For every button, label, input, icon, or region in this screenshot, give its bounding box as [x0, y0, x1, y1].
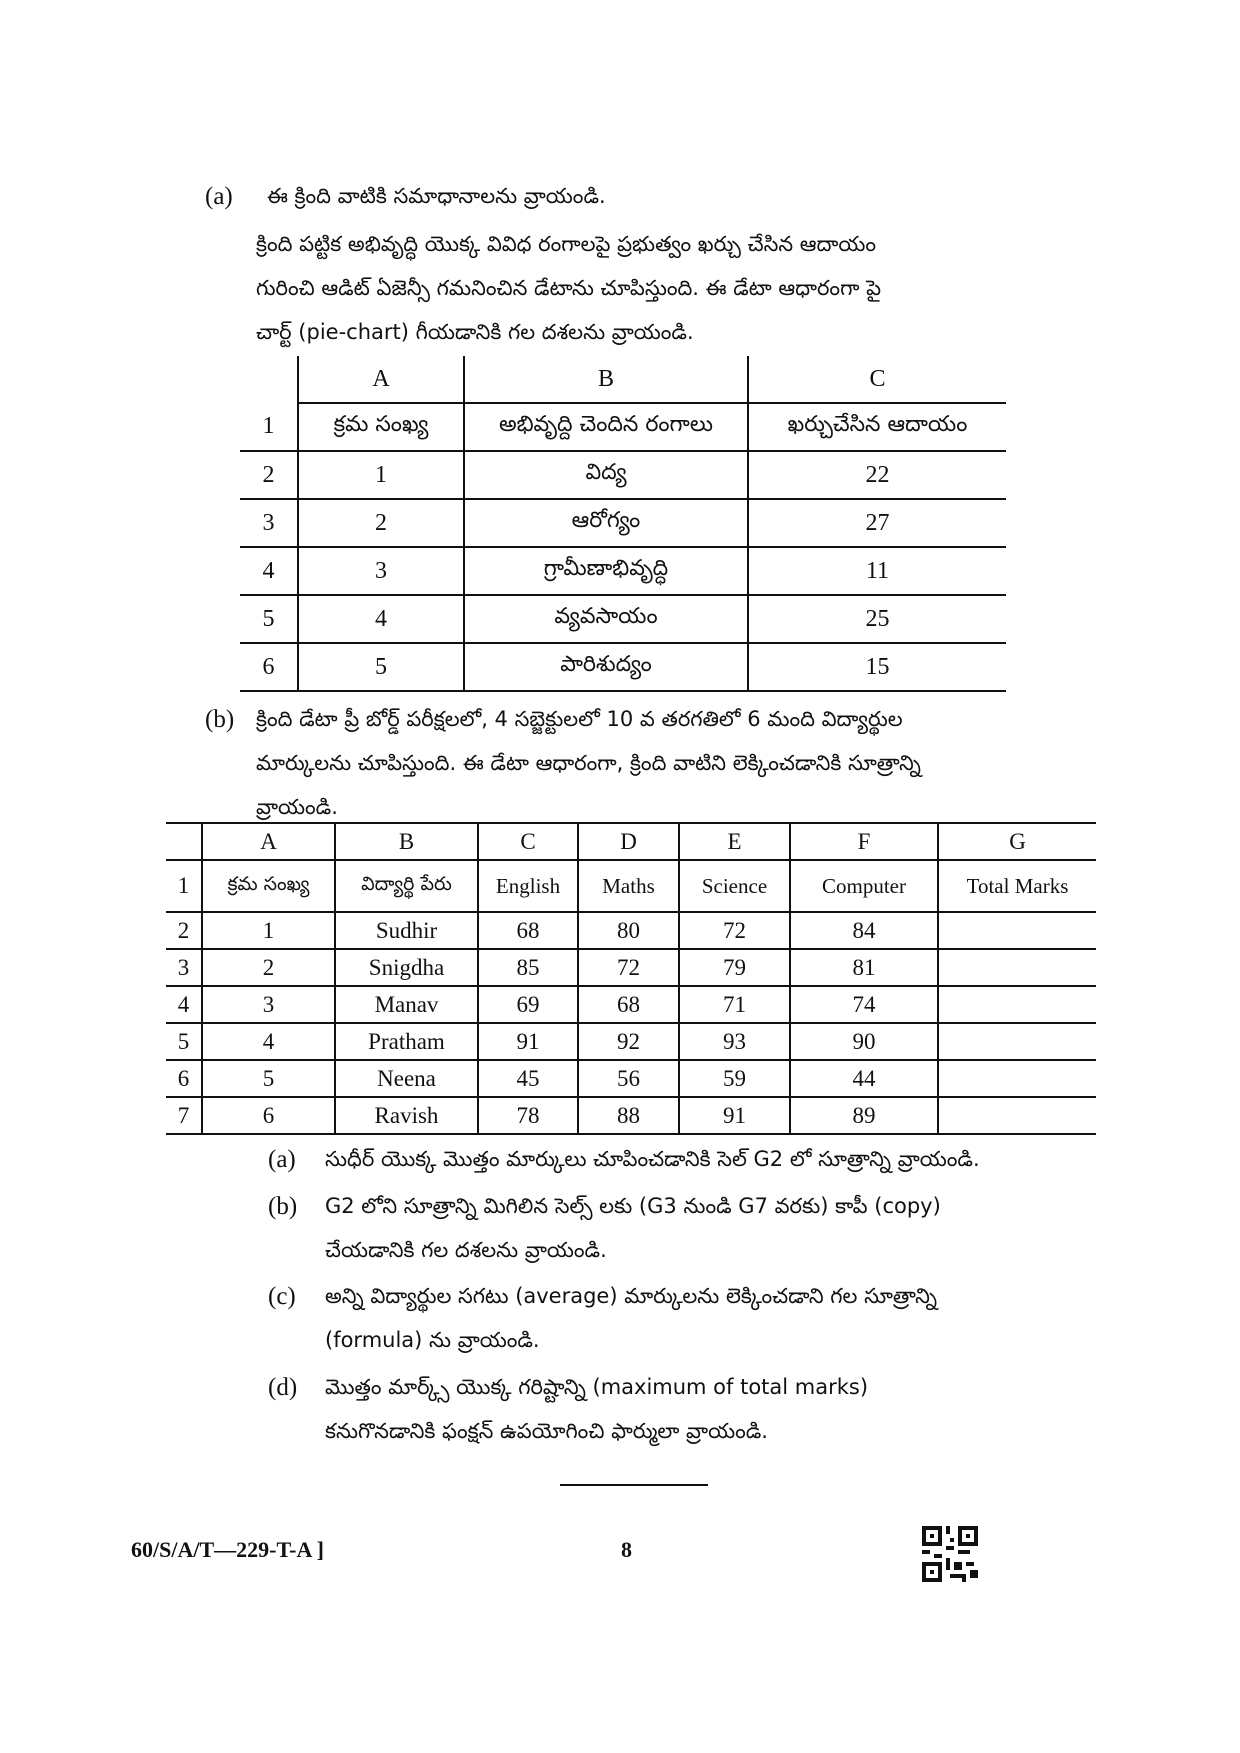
sector-cell: విద్య: [464, 451, 748, 499]
english-cell: 91: [478, 1023, 578, 1060]
row-number: 4: [166, 986, 202, 1023]
serial-cell: 1: [298, 451, 464, 499]
marks-table: [166, 822, 1096, 1135]
table-row: [166, 1097, 1096, 1134]
english-cell: 78: [478, 1097, 578, 1134]
subquestion-a-marker: (a): [268, 1146, 296, 1173]
header-cell: Science: [679, 860, 790, 912]
table-row: [166, 1060, 1096, 1097]
section-b-marker: (b): [205, 706, 235, 733]
total-marks-cell: [938, 912, 1096, 949]
science-cell: 59: [679, 1060, 790, 1097]
maths-cell: 68: [578, 986, 679, 1023]
serial-cell: 2: [298, 499, 464, 547]
serial-cell: 6: [202, 1097, 335, 1134]
section-a-paragraph: [256, 222, 881, 354]
serial-cell: 3: [202, 986, 335, 1023]
column-letter: B: [335, 823, 478, 860]
footer-code: 60/S/A/T—229-T-A ]: [131, 1537, 324, 1562]
column-letter: D: [578, 823, 679, 860]
row-number: 6: [240, 643, 298, 691]
paragraph-line: క్రింది డేటా ప్రీ బోర్డ్ పరీక్షలలో, 4 సబ్జెక్టులలో 10 వ తరగతిలో 6 మంది విద్యార్థుల: [256, 707, 903, 731]
column-letter: B: [464, 356, 748, 403]
page-number: 8: [621, 1537, 632, 1562]
row-number: 6: [166, 1060, 202, 1097]
computer-cell: 81: [790, 949, 938, 986]
section-b-paragraph: [256, 697, 921, 829]
english-cell: 69: [478, 986, 578, 1023]
english-cell: 68: [478, 912, 578, 949]
row-number: 2: [240, 451, 298, 499]
english-cell: 45: [478, 1060, 578, 1097]
header-cell: క్రమ సంఖ్య: [298, 403, 464, 451]
paragraph-line: గురించి ఆడిట్ ఏజెన్సీ గమనించిన డేటాను చూపిస్తుంది. ఈ డేటా ఆధారంగా పై: [256, 276, 882, 300]
computer-cell: 89: [790, 1097, 938, 1134]
header-cell: English: [478, 860, 578, 912]
subquestion-c-marker: (c): [268, 1283, 296, 1310]
subquestion-line: అన్ని విద్యార్థుల సగటు (average) మార్కులను లెక్కించడాని గల సూత్రాన్ని: [325, 1284, 938, 1308]
paragraph-line: మార్కులను చూపిస్తుంది. ఈ డేటా ఆధారంగా, క్రింది వాటిని లెక్కించడానికి సూత్రాన్ని: [256, 751, 921, 775]
header-row: [166, 860, 1096, 912]
maths-cell: 88: [578, 1097, 679, 1134]
table-row: [166, 986, 1096, 1023]
subquestion-line: చేయడానికి గల దశలను వ్రాయండి.: [325, 1238, 607, 1262]
serial-cell: 4: [298, 595, 464, 643]
subquestion-line: G2 లోని సూత్రాన్ని మిగిలిన సెల్స్ లకు (G3 నుండి G7 వరకు) కాపీ (copy): [325, 1194, 941, 1218]
row-number: 5: [166, 1023, 202, 1060]
row-number: 4: [240, 547, 298, 595]
computer-cell: 84: [790, 912, 938, 949]
amount-cell: 27: [748, 499, 1006, 547]
student-name-cell: Ravish: [335, 1097, 478, 1134]
maths-cell: 72: [578, 949, 679, 986]
header-row: [240, 403, 1006, 451]
maths-cell: 92: [578, 1023, 679, 1060]
table-row: [240, 499, 1006, 547]
end-rule: [560, 1484, 708, 1486]
subquestion-line: మొత్తం మార్క్స్ యొక్క గరిష్టాన్ని (maximum of total marks): [325, 1375, 869, 1399]
column-letter: E: [679, 823, 790, 860]
student-name-cell: Manav: [335, 986, 478, 1023]
row-number: 7: [166, 1097, 202, 1134]
row-number: 1: [240, 403, 298, 451]
column-letter-row: [166, 823, 1096, 860]
paragraph-line: చార్ట్ (pie-chart) గీయడానికి గల దశలను వ్రాయండి.: [256, 320, 694, 344]
student-name-cell: Snigdha: [335, 949, 478, 986]
subquestion-b-text: [325, 1184, 941, 1272]
maths-cell: 80: [578, 912, 679, 949]
header-cell: ఖర్చుచేసిన ఆదాయం: [748, 403, 1006, 451]
header-cell: Computer: [790, 860, 938, 912]
amount-cell: 22: [748, 451, 1006, 499]
science-cell: 79: [679, 949, 790, 986]
column-letter: C: [748, 356, 1006, 403]
serial-cell: 3: [298, 547, 464, 595]
total-marks-cell: [938, 1023, 1096, 1060]
table-row: [166, 1023, 1096, 1060]
paragraph-line: క్రింది పట్టిక అభివృద్ధి యొక్క వివిధ రంగాలపై ప్రభుత్వం ఖర్చు చేసిన ఆదాయం: [256, 232, 876, 256]
table-row: [166, 912, 1096, 949]
sector-cell: వ్యవసాయం: [464, 595, 748, 643]
computer-cell: 44: [790, 1060, 938, 1097]
subquestion-d-text: [325, 1365, 868, 1453]
english-cell: 85: [478, 949, 578, 986]
column-letter-row: [240, 356, 1006, 403]
table-row: [240, 547, 1006, 595]
sector-cell: ఆరోగ్యం: [464, 499, 748, 547]
paragraph-line: వ్రాయండి.: [256, 795, 338, 819]
header-cell: Total Marks: [938, 860, 1096, 912]
subquestion-a-text: [325, 1137, 980, 1181]
row-number: 2: [166, 912, 202, 949]
column-letter: A: [298, 356, 464, 403]
science-cell: 91: [679, 1097, 790, 1134]
header-cell: విద్యార్థి పేరు: [335, 860, 478, 912]
science-cell: 71: [679, 986, 790, 1023]
amount-cell: 25: [748, 595, 1006, 643]
amount-cell: 15: [748, 643, 1006, 691]
row-number: 3: [166, 949, 202, 986]
total-marks-cell: [938, 1097, 1096, 1134]
maths-cell: 56: [578, 1060, 679, 1097]
total-marks-cell: [938, 949, 1096, 986]
sector-cell: గ్రామీణాభివృద్ధి: [464, 547, 748, 595]
serial-cell: 5: [202, 1060, 335, 1097]
column-letter: C: [478, 823, 578, 860]
section-a-instruction: [267, 174, 606, 218]
expenditure-table: [240, 356, 1006, 692]
instruction-line: ఈ క్రింది వాటికి సమాధానాలను వ్రాయండి.: [267, 184, 606, 208]
row-number: 1: [166, 860, 202, 912]
column-letter: A: [202, 823, 335, 860]
table-row: [240, 451, 1006, 499]
amount-cell: 11: [748, 547, 1006, 595]
column-letter: F: [790, 823, 938, 860]
serial-cell: 1: [202, 912, 335, 949]
subquestion-line: కనుగొనడానికి ఫంక్షన్ ఉపయోగించి ఫార్ములా వ్రాయండి.: [325, 1419, 768, 1443]
total-marks-cell: [938, 986, 1096, 1023]
computer-cell: 74: [790, 986, 938, 1023]
student-name-cell: Pratham: [335, 1023, 478, 1060]
serial-cell: 2: [202, 949, 335, 986]
column-letter: G: [938, 823, 1096, 860]
serial-cell: 4: [202, 1023, 335, 1060]
computer-cell: 90: [790, 1023, 938, 1060]
sector-cell: పారిశుద్యం: [464, 643, 748, 691]
total-marks-cell: [938, 1060, 1096, 1097]
student-name-cell: Neena: [335, 1060, 478, 1097]
table-row: [166, 949, 1096, 986]
header-cell: Maths: [578, 860, 679, 912]
header-cell: క్రమ సంఖ్య: [202, 860, 335, 912]
table-row: [240, 643, 1006, 691]
header-cell: అభివృద్ది చెందిన రంగాలు: [464, 403, 748, 451]
student-name-cell: Sudhir: [335, 912, 478, 949]
serial-cell: 5: [298, 643, 464, 691]
subquestion-d-marker: (d): [268, 1374, 298, 1401]
table-row: [240, 595, 1006, 643]
subquestion-line: (formula) ను వ్రాయండి.: [325, 1328, 540, 1352]
subquestion-line: సుధీర్ యొక్క మొత్తం మార్కులు చూపించడానికి సెల్ G2 లో సూత్రాన్ని వ్రాయండి.: [325, 1147, 980, 1171]
qr-code-icon: [922, 1526, 978, 1582]
row-number: 5: [240, 595, 298, 643]
row-number: 3: [240, 499, 298, 547]
science-cell: 72: [679, 912, 790, 949]
science-cell: 93: [679, 1023, 790, 1060]
subquestion-c-text: [325, 1274, 937, 1362]
subquestion-b-marker: (b): [268, 1193, 298, 1220]
section-a-marker: (a): [205, 183, 233, 210]
